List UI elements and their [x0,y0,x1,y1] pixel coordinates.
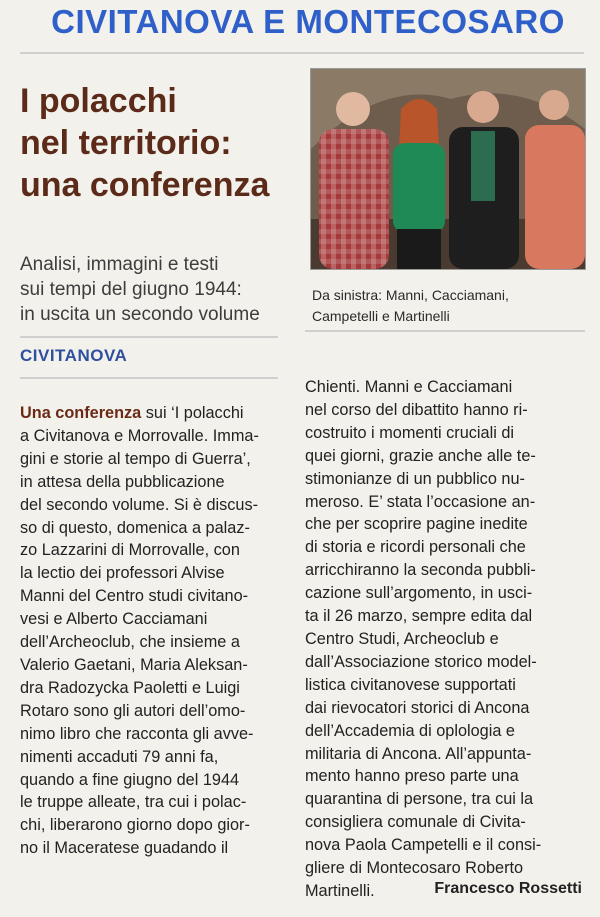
body-line: dall’Associazione storico model- [305,652,537,671]
section-header: CIVITANOVA E MONTECOSARO [51,3,565,40]
body-line: costruito i momenti cruciali di [305,423,515,442]
body-line: in attesa della pubblicazione [20,472,225,491]
body-line: quarantina di persone, tra cui la [305,790,534,809]
body-line: dell’Accademia di oplologia e [305,721,515,740]
body-line: Centro Studi, Archeoclub e [305,629,499,648]
body-line: le truppe alleate, tra cui i polac- [20,793,247,812]
body-line: nova Paola Campetelli e il consi- [305,836,542,855]
body-line: mento hanno preso parte una [305,767,519,786]
body-line: nimenti accaduti 79 anni fa, [20,747,219,766]
body-line: dai rievocatori storici di Ancona [305,698,530,717]
body-line: dra Radozycka Paoletti e Luigi [20,678,240,697]
group-photo-image [311,69,585,269]
body-line: vesi e Alberto Cacciamani [20,610,208,629]
subtitle-line: Analisi, immagini e testi [20,254,219,275]
group-photo [310,68,586,270]
caption-line: Campetelli e Martinelli [312,308,450,324]
body-text: sui ‘I polacchi [141,404,244,422]
body-line: di storia e ricordi personali che [305,538,526,557]
body-line: che per scoprire pagine inedite [305,515,528,534]
body-line: militaria di Ancona. All’appunta- [305,744,532,763]
body-line: nel corso del dibattito hanno ri- [305,400,528,419]
top-rule [20,52,584,54]
headline-line: I polacchi [20,82,177,120]
body-line: quei giorni, grazie anche alle te- [305,446,536,465]
body-line: Manni del Centro studi civitano- [20,587,249,606]
body-line: gini e storie al tempo di Guerra’, [20,449,251,468]
article-column-2 [305,376,587,903]
subtitle-line: in uscita un secondo volume [20,304,260,325]
section-kicker: CIVITANOVA [20,346,128,365]
caption-rule [305,330,585,332]
body-line: quando a fine giugno del 1944 [20,770,240,789]
body-line: Valerio Gaetani, Maria Aleksan- [20,655,248,674]
author-byline: Francesco Rossetti [434,880,582,897]
kicker-rule-bottom [20,377,278,379]
body-line: gliere di Montecosaro Roberto [305,859,524,878]
body-line: listica civitanovese supportati [305,675,516,694]
body-line: la lectio dei professori Alvise [20,564,225,583]
body-line: a Civitanova e Morrovalle. Imma- [20,426,259,445]
article-column-1 [20,402,282,860]
body-line: arricchiranno la seconda pubbli- [305,561,536,580]
subtitle [20,252,305,327]
headline-line: nel territorio: [20,124,232,162]
body-line: chi, liberarono giorno dopo gior- [20,816,250,835]
body-line: so di questo, domenica a palaz- [20,518,250,537]
body-line: stimonianze di un pubblico nu- [305,469,525,488]
body-line: no il Maceratese guadando il [20,839,229,858]
body-line: del secondo volume. Si è discus- [20,495,259,514]
body-line: consigliera comunale di Civita- [305,813,526,832]
caption-line: Da sinistra: Manni, Cacciamani, [312,287,509,303]
lead-in: Una conferenza [20,404,142,422]
body-line: dell’Archeoclub, che insieme a [20,633,240,652]
subtitle-line: sui tempi del giugno 1944: [20,279,242,300]
body-line: cazione sull’argomento, in usci- [305,584,533,603]
headline-line: una conferenza [20,166,270,204]
body-line: zo Lazzarini di Morrovalle, con [20,541,240,560]
kicker-rule-top [20,336,278,338]
body-line: ta il 26 marzo, sempre edita dal [305,607,533,626]
body-line: Rotaro sono gli autori dell’omo- [20,701,246,720]
headline [20,80,300,206]
body-line: meroso. E’ stata l’occasione an- [305,492,536,511]
photo-caption [312,285,584,327]
body-line: Martinelli. [305,881,375,900]
body-line [20,402,282,425]
body-line: nimo libro che racconta gli avve- [20,724,254,743]
body-line: Chienti. Manni e Cacciamani [305,378,513,396]
